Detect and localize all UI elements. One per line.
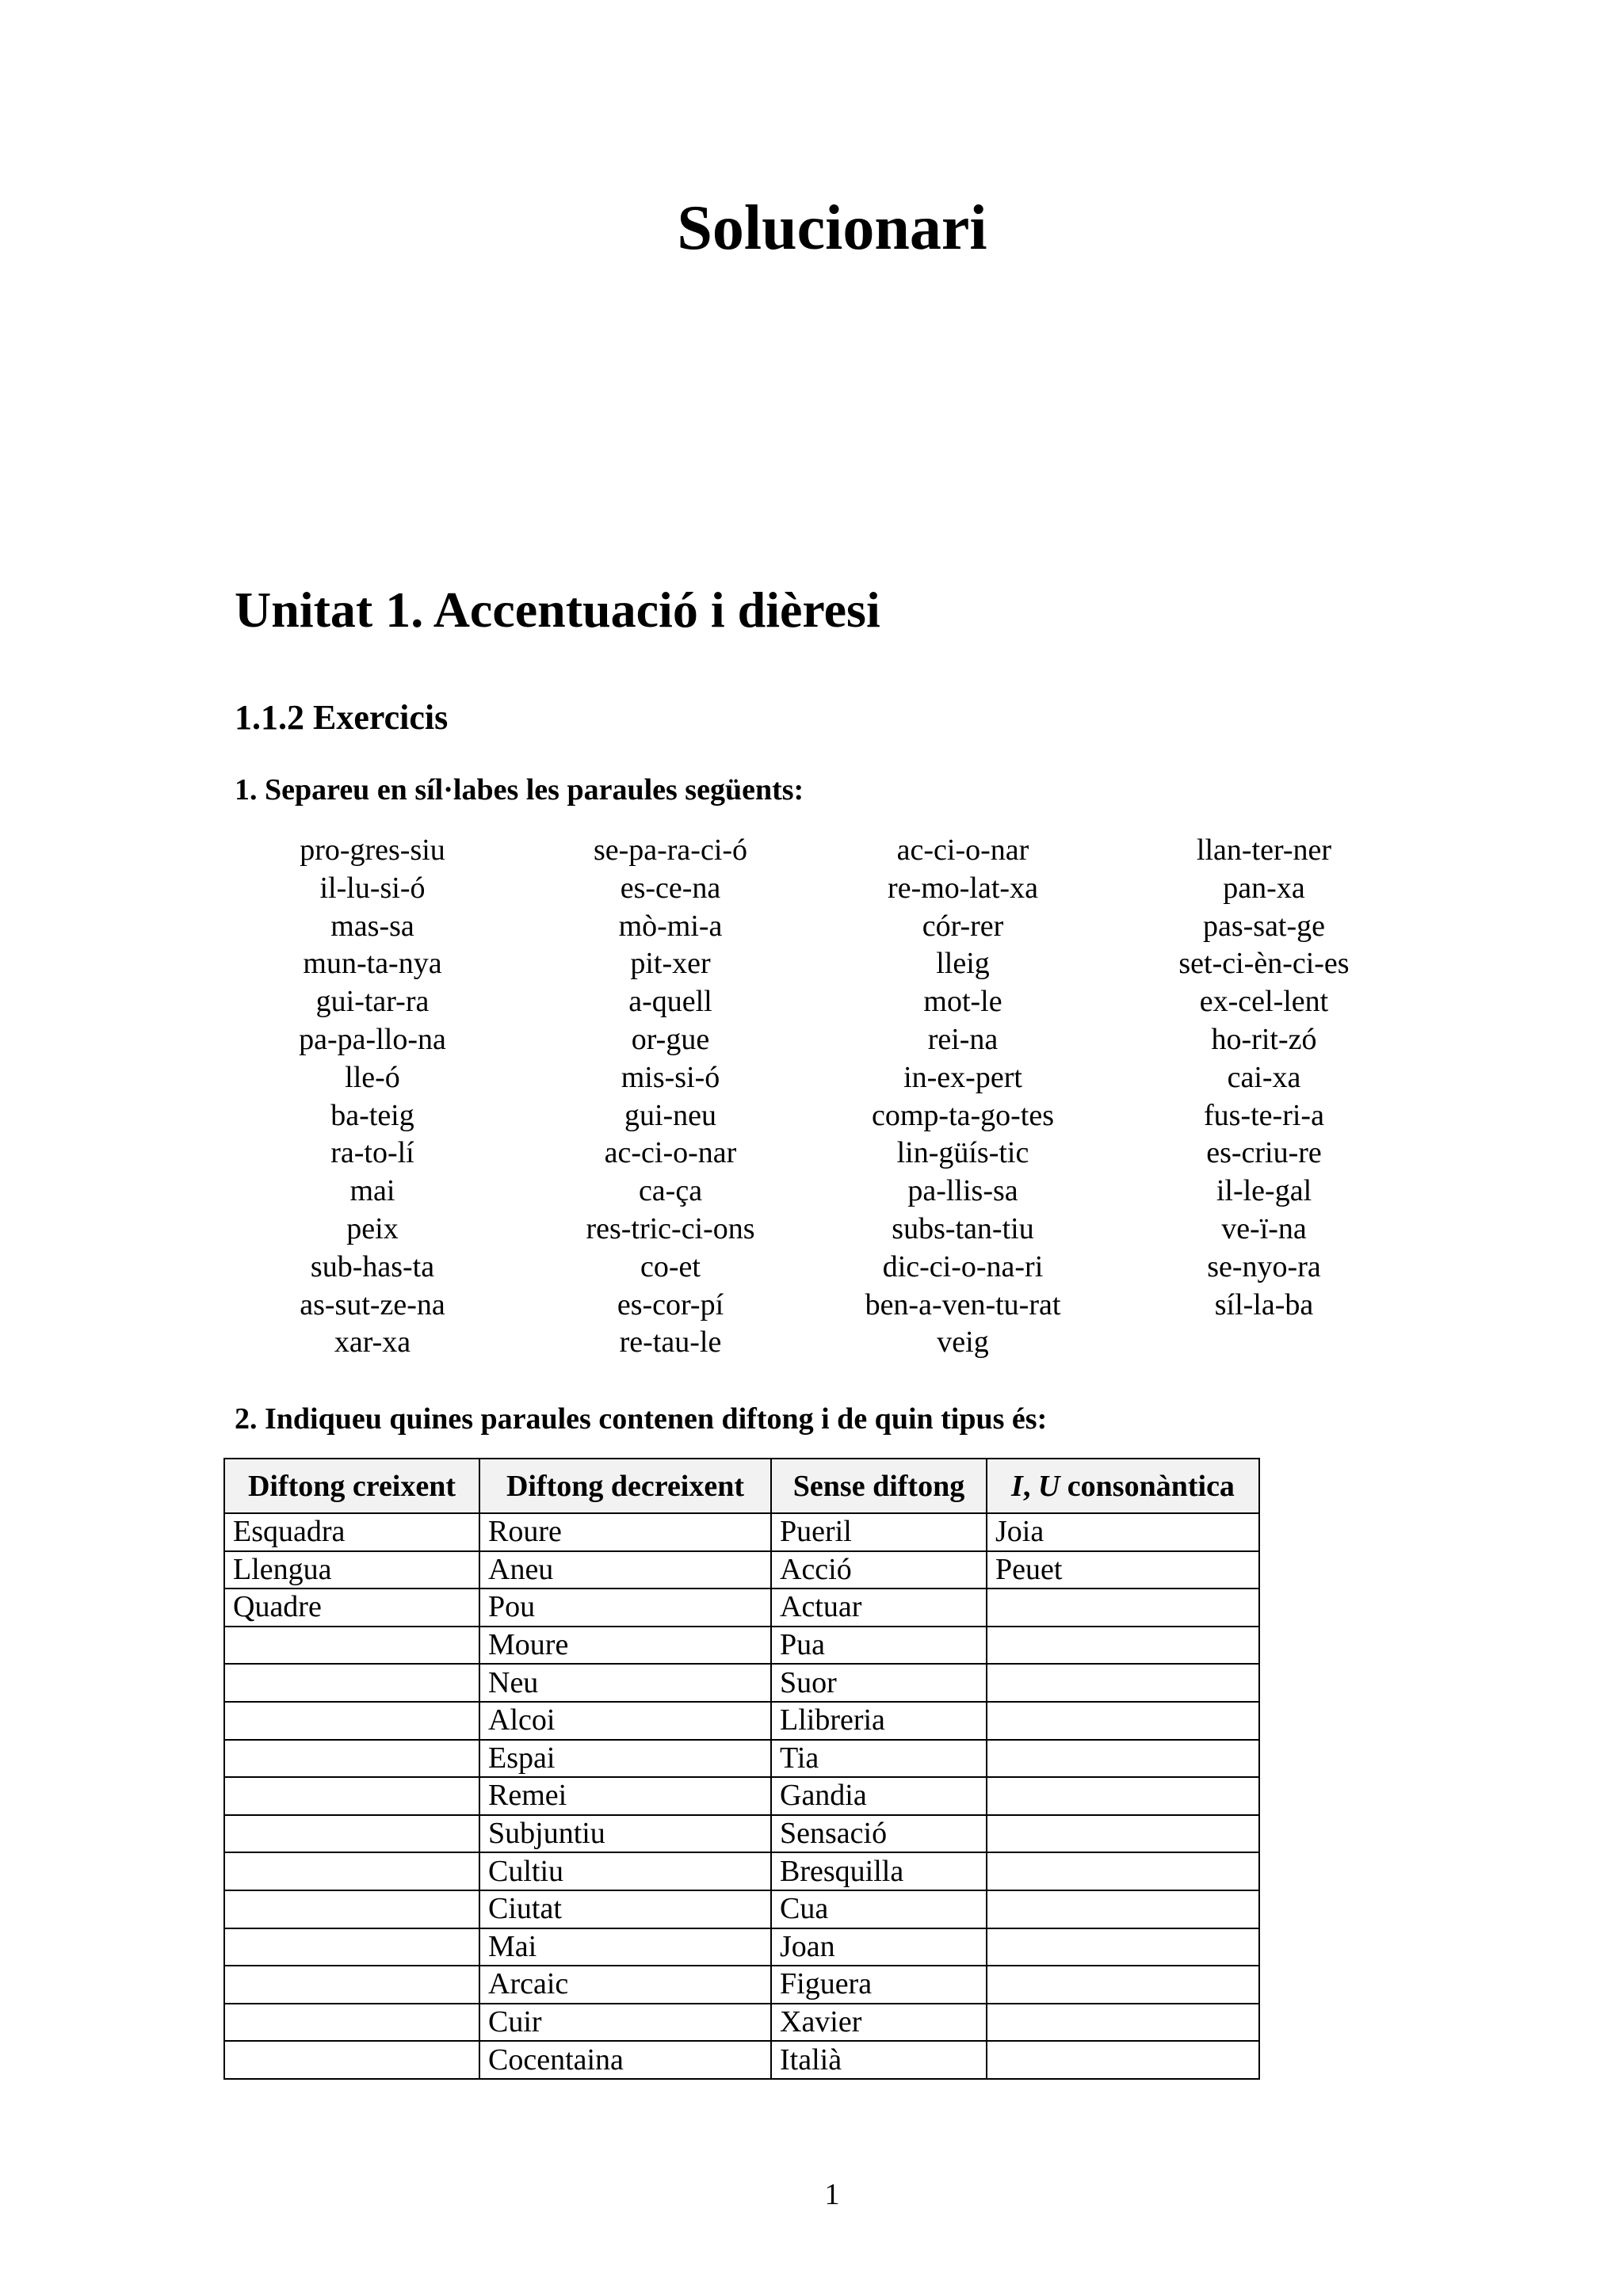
- table-cell: [987, 1928, 1259, 1966]
- diphthong-table: [223, 1458, 1260, 2080]
- syllable-word: peix: [346, 1211, 399, 1245]
- table-cell: Pou: [479, 1589, 771, 1627]
- syllable-word: pro-gres-siu: [300, 833, 445, 867]
- syllable-column: [238, 832, 507, 1362]
- syllable-word: ex-cel-lent: [1199, 985, 1329, 1019]
- table-cell: Gandia: [771, 1777, 987, 1815]
- syllable-word: il-le-gal: [1216, 1174, 1312, 1208]
- syllable-word: comp-ta-go-tes: [871, 1098, 1055, 1132]
- table-cell: [987, 2004, 1259, 2042]
- table-row: [224, 1589, 1259, 1627]
- syllable-word: re-tau-le: [619, 1325, 722, 1360]
- syllable-word: cai-xa: [1227, 1060, 1301, 1094]
- syllable-word: res-tric-ci-ons: [586, 1211, 755, 1245]
- table-cell: Cuir: [479, 2004, 771, 2042]
- syllable-word: mun-ta-nya: [303, 947, 442, 981]
- syllable-word: fus-te-ri-a: [1204, 1098, 1324, 1132]
- syllable-word: es-ce-na: [620, 871, 721, 905]
- table-row: [224, 1551, 1259, 1589]
- table-cell: [987, 1966, 1259, 2004]
- header-sense-diftong: Sense diftong: [771, 1459, 987, 1513]
- syllable-word: mis-si-ó: [621, 1060, 720, 1094]
- syllable-word: co-et: [640, 1249, 701, 1283]
- unit-title: Unitat 1. Accentuació i dièresi: [235, 582, 880, 638]
- syllable-word: se-pa-ra-ci-ó: [593, 833, 748, 867]
- syllable-word: ba-teig: [330, 1098, 414, 1132]
- table-row: [224, 2004, 1259, 2042]
- table-cell: [987, 2041, 1259, 2079]
- syllable-word: es-cor-pí: [617, 1287, 724, 1322]
- syllable-word: mas-sa: [330, 909, 414, 943]
- table-row: [224, 1777, 1259, 1815]
- table-cell: [224, 1627, 479, 1665]
- table-cell: [224, 1815, 479, 1853]
- table-cell: [224, 1740, 479, 1778]
- table-cell: [987, 1852, 1259, 1890]
- table-cell: Arcaic: [479, 1966, 771, 2004]
- table-cell: [987, 1740, 1259, 1778]
- syllable-word: ca-ça: [638, 1174, 703, 1208]
- syllable-word: gui-tar-ra: [315, 985, 430, 1019]
- syllable-word: ac-ci-o-nar: [896, 833, 1029, 867]
- syllable-word: rei-na: [927, 1022, 999, 1056]
- table-cell: Italià: [771, 2041, 987, 2079]
- syllable-word: set-ci-èn-ci-es: [1178, 947, 1350, 981]
- table-cell: Remei: [479, 1777, 771, 1815]
- table-cell: Subjuntiu: [479, 1815, 771, 1853]
- syllable-word: pan-xa: [1223, 871, 1305, 905]
- table-cell: Tia: [771, 1740, 987, 1778]
- table-row: [224, 1928, 1259, 1966]
- table-cell: [987, 1589, 1259, 1627]
- table-cell: Llengua: [224, 1551, 479, 1589]
- syllable-word: pa-llis-sa: [907, 1174, 1018, 1208]
- syllable-word: subs-tan-tiu: [892, 1211, 1034, 1245]
- table-cell: [224, 1852, 479, 1890]
- table-cell: [987, 1890, 1259, 1928]
- table-cell: Espai: [479, 1740, 771, 1778]
- syllable-word: ben-a-ven-tu-rat: [865, 1287, 1061, 1322]
- syllable-column: [536, 832, 805, 1362]
- table-cell: [987, 1664, 1259, 1702]
- exercise-1-heading: 1. Separeu en síl·labes les paraules següents:: [235, 773, 804, 807]
- table-row: [224, 1815, 1259, 1853]
- syllable-word: es-criu-re: [1206, 1136, 1322, 1170]
- syllable-word: veig: [937, 1325, 989, 1360]
- syllable-word: pas-sat-ge: [1202, 909, 1326, 943]
- table-cell: Pua: [771, 1627, 987, 1665]
- table-row: [224, 1852, 1259, 1890]
- table-cell: [987, 1777, 1259, 1815]
- table-cell: Cultiu: [479, 1852, 771, 1890]
- syllable-word: ac-ci-o-nar: [604, 1136, 737, 1170]
- syllable-word: in-ex-pert: [903, 1060, 1022, 1094]
- syllable-column: [828, 832, 1098, 1362]
- syllable-word: mò-mi-a: [618, 909, 723, 943]
- table-header-row: [224, 1459, 1259, 1513]
- syllable-word: lle-ó: [345, 1060, 400, 1094]
- header-iu-consonantica: I, U consonàntica: [987, 1459, 1259, 1513]
- exercise-2-heading: 2. Indiqueu quines paraules contenen diftong i de quin tipus és:: [235, 1402, 1048, 1436]
- table-cell: Acció: [771, 1551, 987, 1589]
- table-cell: [224, 2004, 479, 2042]
- syllable-word: ra-to-lí: [330, 1136, 414, 1170]
- header-diftong-decreixent: Diftong decreixent: [479, 1459, 771, 1513]
- syllable-word: sub-has-ta: [310, 1249, 435, 1283]
- syllable-word: mot-le: [923, 985, 1002, 1019]
- table-cell: Roure: [479, 1513, 771, 1551]
- syllable-word: ho-rit-zó: [1211, 1022, 1317, 1056]
- table-cell: [224, 1777, 479, 1815]
- page-title: Solucionari: [677, 193, 987, 263]
- table-cell: Actuar: [771, 1589, 987, 1627]
- table-row: [224, 1513, 1259, 1551]
- syllable-word: re-mo-lat-xa: [888, 871, 1038, 905]
- table-cell: Suor: [771, 1664, 987, 1702]
- syllable-word: [1129, 1324, 1399, 1362]
- table-cell: Esquadra: [224, 1513, 479, 1551]
- table-cell: Figuera: [771, 1966, 987, 2004]
- table-cell: Bresquilla: [771, 1852, 987, 1890]
- syllable-word: dic-ci-o-na-ri: [882, 1249, 1044, 1283]
- table-cell: [224, 1966, 479, 2004]
- table-cell: [987, 1815, 1259, 1853]
- table-row: [224, 1702, 1259, 1740]
- syllable-word: pit-xer: [630, 947, 711, 981]
- table-cell: Ciutat: [479, 1890, 771, 1928]
- syllable-word: gui-neu: [624, 1098, 717, 1132]
- table-cell: Quadre: [224, 1589, 479, 1627]
- syllable-word: mai: [349, 1174, 395, 1208]
- table-cell: Xavier: [771, 2004, 987, 2042]
- table-row: [224, 1740, 1259, 1778]
- table-cell: Sensació: [771, 1815, 987, 1853]
- table-row: [224, 1664, 1259, 1702]
- syllable-word: se-nyo-ra: [1207, 1249, 1321, 1283]
- syllable-word: il-lu-si-ó: [319, 871, 426, 905]
- table-row: [224, 1966, 1259, 2004]
- table-cell: [224, 1928, 479, 1966]
- table-cell: Neu: [479, 1664, 771, 1702]
- table-body: [224, 1513, 1259, 2079]
- table-row: [224, 2041, 1259, 2079]
- table-cell: [224, 1702, 479, 1740]
- syllable-word: or-gue: [631, 1022, 710, 1056]
- syllable-word: pa-pa-llo-na: [299, 1022, 446, 1056]
- syllable-word: a-quell: [628, 985, 712, 1019]
- syllable-column: [1129, 832, 1399, 1362]
- table-cell: [224, 1890, 479, 1928]
- syllable-word: xar-xa: [334, 1325, 411, 1360]
- syllable-word: lleig: [936, 947, 990, 981]
- table-cell: Moure: [479, 1627, 771, 1665]
- syllable-word: as-sut-ze-na: [300, 1287, 445, 1322]
- table-cell: Peuet: [987, 1551, 1259, 1589]
- syllable-word: ve-ï-na: [1221, 1211, 1307, 1245]
- page-number: 1: [824, 2178, 840, 2211]
- table-row: [224, 1890, 1259, 1928]
- section-title: 1.1.2 Exercicis: [235, 698, 449, 737]
- table-cell: Joan: [771, 1928, 987, 1966]
- table-cell: Cua: [771, 1890, 987, 1928]
- syllable-word: lin-güís-tic: [896, 1136, 1029, 1170]
- table-cell: Cocentaina: [479, 2041, 771, 2079]
- table-cell: Aneu: [479, 1551, 771, 1589]
- table-cell: Llibreria: [771, 1702, 987, 1740]
- syllable-word: llan-ter-ner: [1196, 833, 1332, 867]
- table-cell: [987, 1627, 1259, 1665]
- table-cell: Alcoi: [479, 1702, 771, 1740]
- header-diftong-creixent: Diftong creixent: [224, 1459, 479, 1513]
- table-cell: [224, 2041, 479, 2079]
- syllable-word: síl-la-ba: [1214, 1287, 1314, 1322]
- syllable-word: cór-rer: [922, 909, 1004, 943]
- table-cell: Mai: [479, 1928, 771, 1966]
- table-cell: Pueril: [771, 1513, 987, 1551]
- table-cell: [987, 1702, 1259, 1740]
- table-row: [224, 1627, 1259, 1665]
- table-cell: Joia: [987, 1513, 1259, 1551]
- table-cell: [224, 1664, 479, 1702]
